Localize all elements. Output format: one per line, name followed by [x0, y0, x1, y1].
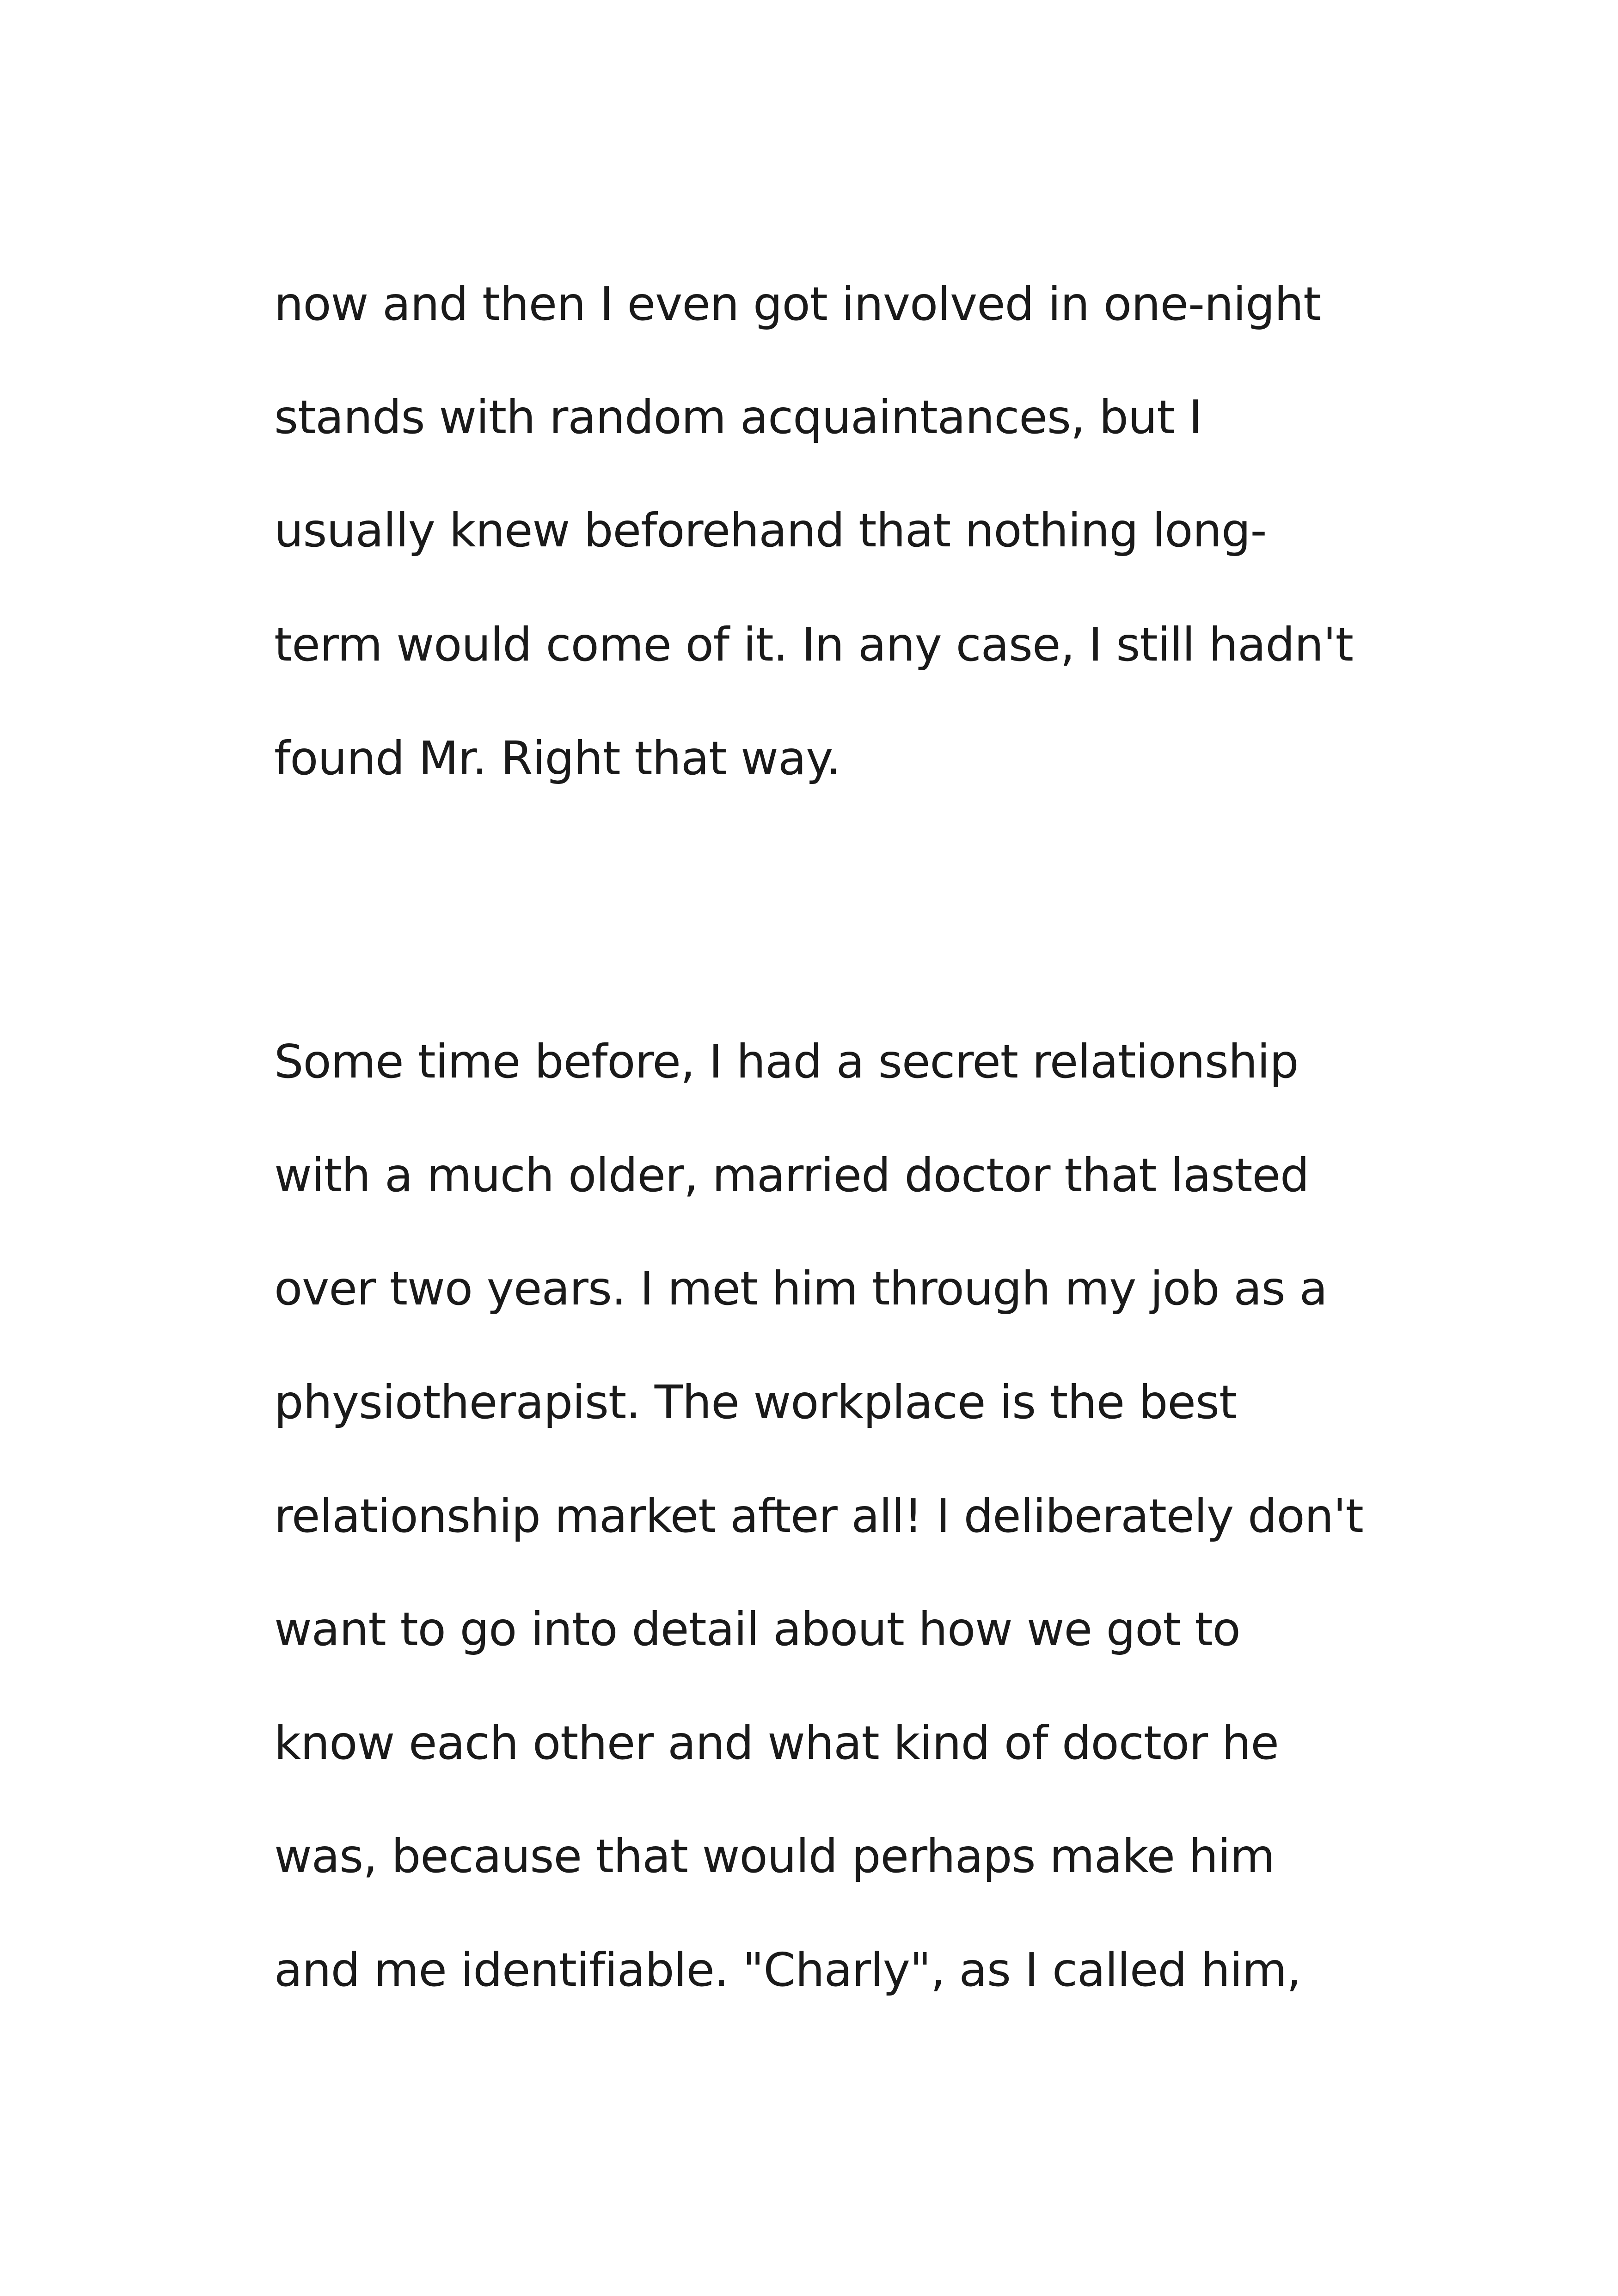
text-line: found Mr. Right that way.: [274, 731, 840, 785]
text-line: want to go into detail about how we got to: [274, 1602, 1240, 1656]
text-line: was, because that would perhaps make him: [274, 1829, 1275, 1883]
text-line: and me identifiable. "Charly", as I called him,: [274, 1943, 1301, 1997]
text-line: term would come of it. In any case, I still hadn't: [274, 618, 1353, 672]
text-line: relationship market after all! I deliberately don't: [274, 1489, 1363, 1543]
text-line: usually knew beforehand that nothing long-: [274, 503, 1267, 557]
text-line: Some time before, I had a secret relationship: [274, 1035, 1299, 1089]
text-line: over two years. I met him through my job as a: [274, 1261, 1327, 1316]
text-line: know each other and what kind of doctor he: [274, 1716, 1279, 1770]
text-line: physiotherapist. The workplace is the best: [274, 1375, 1237, 1429]
text-line: now and then I even got involved in one-night: [274, 277, 1321, 331]
text-line: stands with random acquaintances, but I: [274, 390, 1202, 444]
text-line: with a much older, married doctor that lasted: [274, 1148, 1309, 1202]
